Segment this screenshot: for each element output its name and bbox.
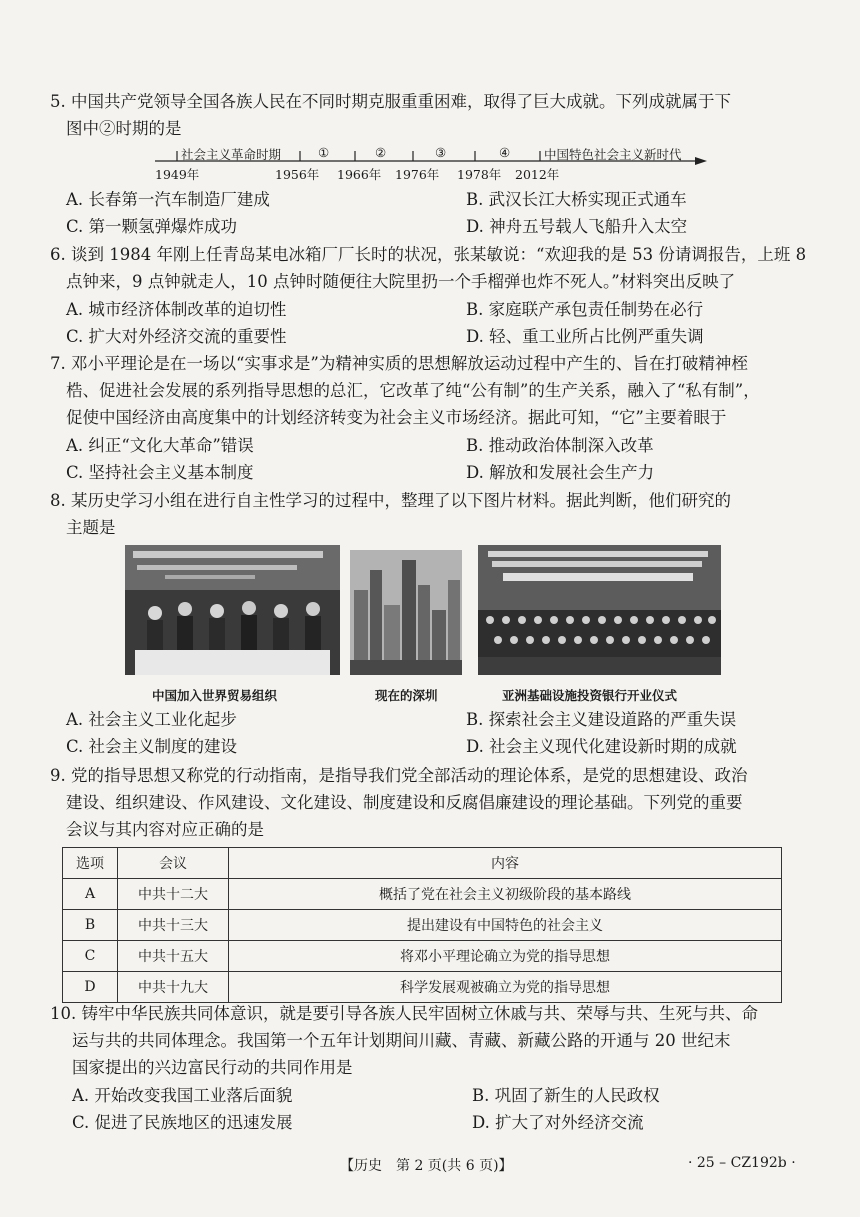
q6-options [66,296,810,350]
table-cell-meeting: 中共十五大 [118,941,229,972]
q8-option-d[interactable]: D. 社会主义现代化建设新时期的成就 [466,737,737,756]
table-header-row [63,848,782,879]
question-10 [50,1000,810,1081]
timeline-period-3: ③ [435,145,447,160]
footer-code: · 25 – CZ192b · [688,1155,796,1171]
q5-option-d[interactable]: D. 神舟五号载人飞船升入太空 [466,217,688,236]
table-cell-content: 科学发展观被确立为党的指导思想 [229,972,782,1003]
table-cell-content: 提出建设有中国特色的社会主义 [229,910,782,941]
q7-options [66,432,810,486]
q10-stem-line-1: 10. 铸牢中华民族共同体意识，就是要引导各族人民牢固树立休戚与共、荣辱与共、生死与共、命 [50,1004,758,1023]
table-row [63,879,782,910]
timeline-year-1949: 1949年 [155,167,200,182]
q10-option-c[interactable]: C. 促进了民族地区的迅速发展 [72,1113,293,1132]
question-7 [50,350,810,431]
q8-option-b[interactable]: B. 探索社会主义建设道路的严重失误 [466,710,737,729]
table-header-meeting: 会议 [118,848,229,879]
q9-stem-line-2: 建设、组织建设、作风建设、文化建设、制度建设和反腐倡廉建设的理论基础。下列党的重要 [66,793,743,812]
timeline-year-1966: 1966年 [337,167,382,182]
q7-stem-line-2: 梏、促进社会发展的系列指导思想的总汇，它改革了纯“公有制”的生产关系，融入了“私有制”， [66,381,760,400]
q7-option-c[interactable]: C. 坚持社会主义基本制度 [66,463,254,482]
q6-option-a[interactable]: A. 城市经济体制改革的迫切性 [66,300,287,319]
q6-option-d[interactable]: D. 轻、重工业所占比例严重失调 [466,327,704,346]
timeline-period-4: ④ [499,145,511,160]
photo-caption-aiib: 亚洲基础设施投资银行开业仪式 [502,688,678,703]
table-header-option: 选项 [63,848,118,879]
table-cell-meeting: 中共十九大 [118,972,229,1003]
question-8 [50,487,810,541]
q5-option-a[interactable]: A. 长春第一汽车制造厂建成 [66,190,270,209]
q10-option-a[interactable]: A. 开始改变我国工业落后面貌 [72,1086,293,1105]
timeline-year-1978: 1978年 [457,167,502,182]
q5-option-c[interactable]: C. 第一颗氢弹爆炸成功 [66,217,238,236]
q6-stem-line-1: 6. 谈到 1984 年刚上任青岛某电冰箱厂厂长时的状况，张某敏说：“欢迎我的是 53 份请调报告，上班 8 [50,245,807,264]
q7-option-d[interactable]: D. 解放和发展社会生产力 [466,463,655,482]
table-row [63,910,782,941]
q10-option-d[interactable]: D. 扩大了对外经济交流 [472,1113,644,1132]
timeline-year-2012: 2012年 [515,167,560,182]
timeline-period-2: ② [375,145,387,160]
q7-stem-line-1: 7. 邓小平理论是在一场以“实事求是”为精神实质的思想解放运动过程中产生的、旨在打破精神桎 [50,354,748,373]
table-cell-option: C [63,941,118,972]
table-cell-meeting: 中共十三大 [118,910,229,941]
q7-stem-line-3: 促使中国经济由高度集中的计划经济转变为社会主义市场经济。据此可知，“它”主要着眼于 [66,408,727,427]
photo-shenzhen [350,550,462,675]
table-cell-meeting: 中共十二大 [118,879,229,910]
q6-option-b[interactable]: B. 家庭联产承包责任制势在必行 [466,300,704,319]
q5-options [66,186,810,240]
q5-stem-line-2: 图中②时期的是 [66,119,182,138]
q8-stem-line-2: 主题是 [66,518,116,537]
photo-caption-shenzhen: 现在的深圳 [375,688,438,703]
photo-caption-wto: 中国加入世界贸易组织 [152,688,278,703]
timeline-year-1956: 1956年 [275,167,320,182]
table-cell-content: 将邓小平理论确立为党的指导思想 [229,941,782,972]
timeline-year-1976: 1976年 [395,167,440,182]
q8-option-c[interactable]: C. 社会主义制度的建设 [66,737,238,756]
table-cell-option: B [63,910,118,941]
q6-option-c[interactable]: C. 扩大对外经济交流的重要性 [66,327,287,346]
question-6 [50,241,810,295]
q8-stem-line-1: 8. 某历史学习小组在进行自主性学习的过程中，整理了以下图片材料。据此判断，他们研究的 [50,491,731,510]
q8-option-a[interactable]: A. 社会主义工业化起步 [66,710,237,729]
table-row [63,941,782,972]
table-cell-content: 概括了党在社会主义初级阶段的基本路线 [229,879,782,910]
q5-timeline [155,143,715,183]
q5-option-b[interactable]: B. 武汉长江大桥实现正式通车 [466,190,687,209]
table-cell-option: D [63,972,118,1003]
question-5 [50,88,810,142]
timeline-period-1: ① [318,145,330,160]
footer-page-number: 【历史 第 2 页(共 6 页)】 [340,1158,513,1174]
q8-options [66,706,810,760]
q10-option-b[interactable]: B. 巩固了新生的人民政权 [472,1086,660,1105]
q9-stem-line-1: 9. 党的指导思想又称党的行动指南，是指导我们党全部活动的理论体系，是党的思想建设、政治 [50,766,748,785]
table-row [63,972,782,1003]
photo-aiib-ceremony [478,545,721,675]
q10-stem-line-2: 运与共的共同体理念。我国第一个五年计划期间川藏、青藏、新藏公路的开通与 20 世纪末 [72,1031,731,1050]
q10-stem-line-3: 国家提出的兴边富民行动的共同作用是 [72,1058,353,1077]
q10-options [72,1082,810,1136]
q5-stem-line-1: 5. 中国共产党领导全国各族人民在不同时期克服重重困难，取得了巨大成就。下列成就属于下 [50,92,731,111]
photo-wto-signing [125,545,340,675]
timeline-label-end: 中国特色社会主义新时代 [544,147,682,162]
q9-table [62,847,782,1003]
q9-stem-line-3: 会议与其内容对应正确的是 [66,820,264,839]
table-header-content: 内容 [229,848,782,879]
q7-option-a[interactable]: A. 纠正“文化大革命”错误 [66,436,254,455]
q6-stem-line-2: 点钟来，9 点钟就走人，10 点钟时随便往大院里扔一个手榴弹也炸不死人。”材料突出反映了 [66,272,736,291]
q7-option-b[interactable]: B. 推动政治体制深入改革 [466,436,654,455]
question-9 [50,762,810,843]
timeline-label-start: 社会主义革命时期 [181,147,282,162]
table-cell-option: A [63,879,118,910]
